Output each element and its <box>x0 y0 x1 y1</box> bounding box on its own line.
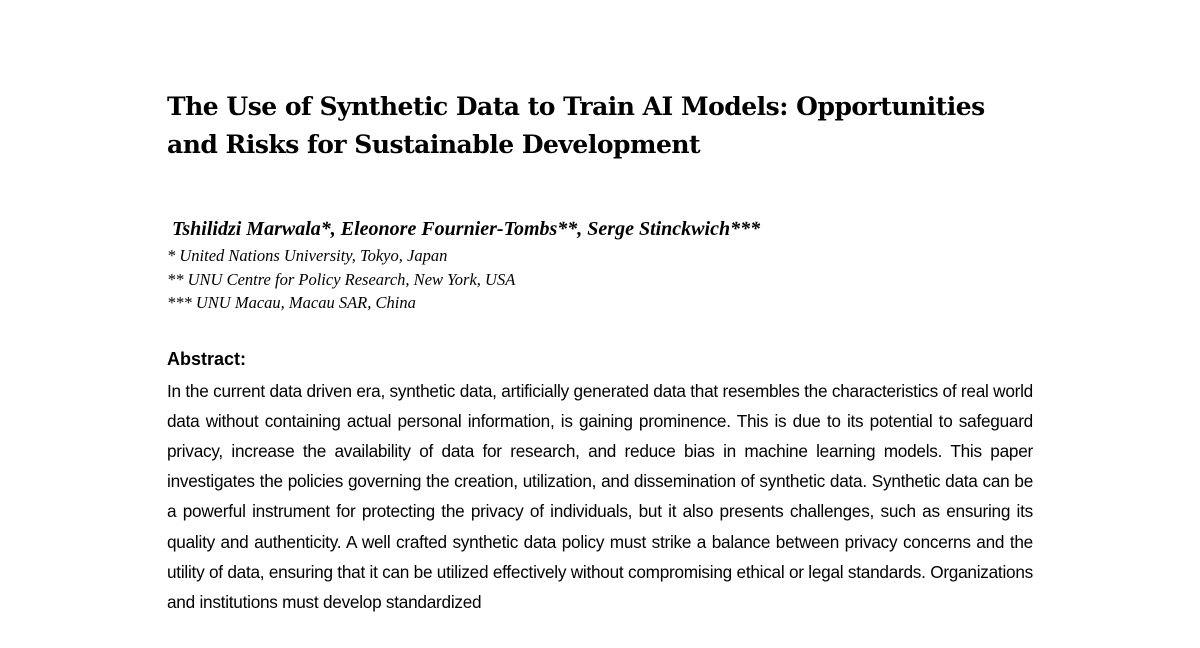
paper-content <box>167 88 1033 617</box>
affiliation-item: *** UNU Macau, Macau SAR, China <box>167 293 416 312</box>
paper-title: The Use of Synthetic Data to Train AI Models: Opportunities and Risks for Sustainable Development <box>167 92 985 159</box>
abstract-heading: Abstract: <box>167 348 247 369</box>
affiliation-item: ** UNU Centre for Policy Research, New York, USA <box>167 269 516 289</box>
affiliation-list <box>167 244 1033 315</box>
affiliation-item: * United Nations University, Tokyo, Japan <box>167 246 448 265</box>
author-list: Tshilidzi Marwala*, Eleonore Fournier-Tombs**, Serge Stinckwich*** <box>172 218 761 240</box>
abstract-text: In the current data driven era, synthetic data, artificially generated data that resembles the characteristics of real world data without containing actual personal information, is gaining prominence. This is due to its potential to safeguard privacy, increase the availability of data for research, and reduce bias in machine learning models. This paper investigates the policies governing the creation, utilization, and dissemination of synthetic data. Synthetic data can be a powerful instrument for protecting the privacy of individuals, but it also presents challenges, such as ensuring its quality and authenticity. A well crafted synthetic data policy must strike a balance between privacy concerns and the utility of data, ensuring that it can be utilized effectively without compromising ethical or legal standards. Organizations and institutions must develop standardized <box>167 380 1033 612</box>
